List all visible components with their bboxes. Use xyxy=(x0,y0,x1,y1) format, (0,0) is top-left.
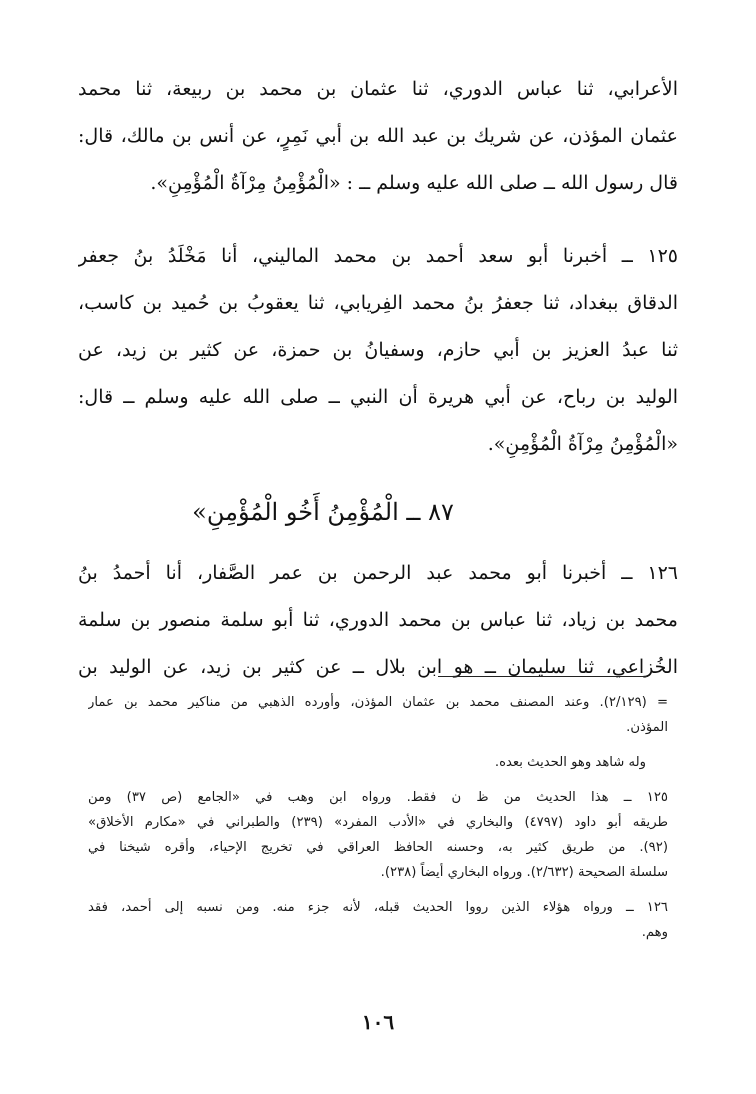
footnote-line: سلسلة الصحيحة (٢/٦٣٢). ورواه البخاري أيضاً (٢٣٨). xyxy=(380,865,668,880)
footnote-line: (٩٢). من طريق كثير به، وحسنه الحافظ العراقي في تخريج الإحياء، وأقره شيخنا في xyxy=(88,840,668,855)
footnotes xyxy=(88,690,668,945)
section-heading: ٨٧ ــ الْمُؤْمِنُ أَخُو الْمُؤْمِنِ» xyxy=(192,498,454,526)
text-line: «الْمُؤْمِنُ مِرْآةُ الْمُؤْمِنِ». xyxy=(487,433,678,455)
text-line: الوليد بن رباح، عن أبي هريرة أن النبي ــ صلى الله عليه وسلم ــ قال: xyxy=(78,386,678,408)
footnote xyxy=(88,690,668,740)
text-line: الخُزاعي، ثنا سليمان ــ هو ابن بلال ــ عن كثير بن زيد، عن الوليد بن xyxy=(78,656,678,678)
text-line: الأعرابي، ثنا عباس الدوري، ثنا عثمان بن محمد بن ربيعة، ثنا محمد xyxy=(78,78,678,100)
text-line: ١٢٦ ــ أخبرنا أبو محمد عبد الرحمن بن عمر الصَّفار، أنا أحمدُ بنُ xyxy=(78,562,678,584)
paragraph-hadith-125 xyxy=(78,233,678,468)
text-line: قال رسول الله ــ صلى الله عليه وسلم ــ : «الْمُؤْمِنُ مِرْآةُ الْمُؤْمِنِ». xyxy=(150,172,678,194)
text-line: ١٢٥ ــ أخبرنا أبو سعد أحمد بن محمد الماليني، أنا مَخْلَدُ بنُ جعفر xyxy=(78,245,678,267)
text-line: الدقاق ببغداد، ثنا جعفرُ بنُ محمد الفِريابي، ثنا يعقوبُ بن حُميد بن كاسب، xyxy=(78,292,678,314)
footnote-line: وهم. xyxy=(641,925,668,940)
paragraph-continuation xyxy=(78,66,678,207)
text-line: ثنا عبدُ العزيز بن أبي حازم، وسفيانُ بن حمزة، عن كثير بن زيد، عن xyxy=(78,339,678,361)
footnote xyxy=(88,750,668,775)
footnote-line: ١٢٦ ــ ورواه هؤلاء الذين رووا الحديث قبله، لأنه جزء منه. ومن نسبه إلى أحمد، فقد xyxy=(88,900,668,915)
paragraph-hadith-126 xyxy=(78,550,678,691)
text-line: محمد بن زياد، ثنا عباس بن محمد الدوري، ثنا أبو سلمة منصور بن سلمة xyxy=(78,609,678,631)
text-line: عثمان المؤذن، عن شريك بن عبد الله بن أبي نَمِرٍ، عن أنس بن مالك، قال: xyxy=(78,125,678,147)
footnote-line: المؤذن. xyxy=(626,720,668,735)
footnote-divider xyxy=(438,676,648,677)
footnote-line: ١٢٥ ــ هذا الحديث من ظ ن فقط. ورواه ابن وهب في «الجامع (ص ٣٧) ومن xyxy=(88,790,668,805)
footnote-line: وله شاهد وهو الحديث بعده. xyxy=(494,755,646,770)
footnote xyxy=(88,895,668,945)
page-number: ١٠٦ xyxy=(361,1010,395,1034)
footnote-line: = (٢/١٢٩). وعند المصنف محمد بن عثمان المؤذن، وأورده الذهبي من مناكير محمد بن عمار xyxy=(88,695,668,710)
footnote-line: طريقه أبو داود (٤٧٩٧) والبخاري في «الأدب المفرد» (٢٣٩) والطبراني في «مكارم الأخلاق» xyxy=(88,815,668,830)
footnote xyxy=(88,785,668,885)
main-text xyxy=(78,66,678,691)
